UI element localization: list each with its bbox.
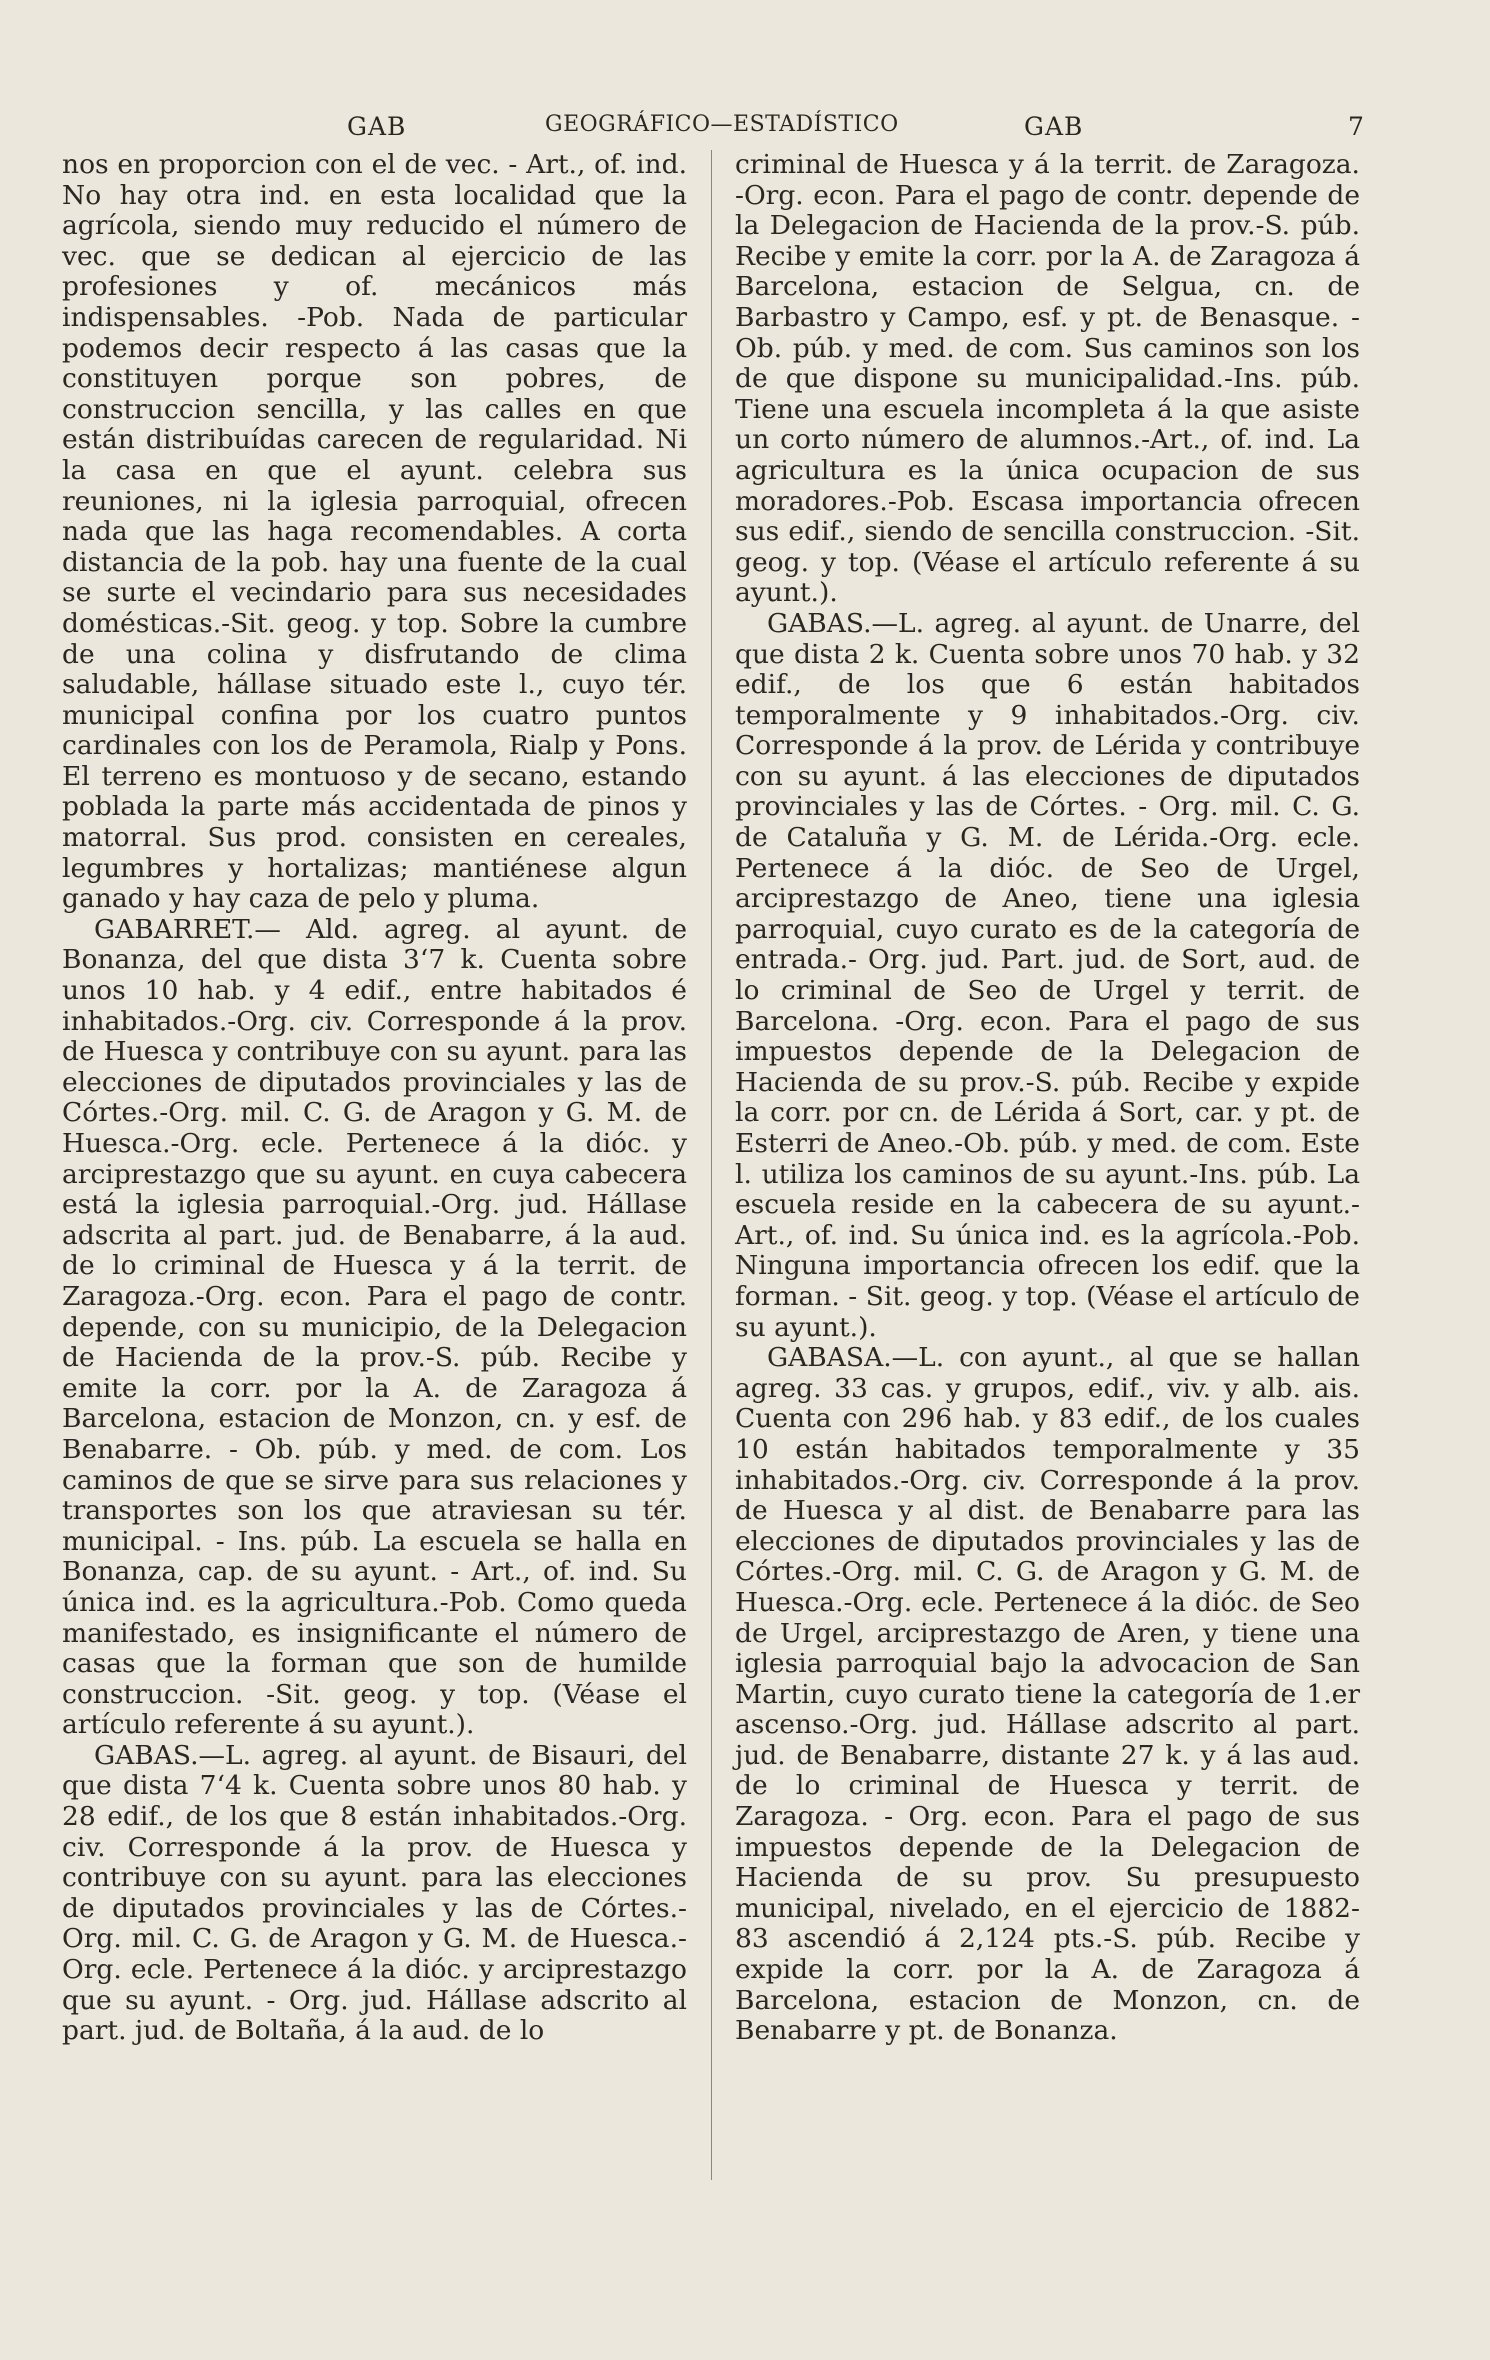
paragraph-continuation-right: criminal de Huesca y á la territ. de Zaragoza. -Org. econ. Para el pago de contr. depende de la Delegacion de Hacienda de la prov.-S. púb. Recibe y emite la corr. por la A. de Zaragoza á Barcelona, estacion de Selgua, cn. de Barbastro y Campo, esf. y pt. de Benasque. - Ob. púb. y med. de com. Sus caminos son los de que dispone su municipalidad.-Ins. púb. Tiene una escuela incompleta á la que asiste un corto número de alumnos.-Art., of. ind. La agricultura es la única ocupacion de sus moradores.-Pob. Escasa importancia ofrecen sus edif., siendo de sencilla construccion. -Sit. geog. y top. (Véase el artículo referente á su ayunt.). [735,149,1360,609]
entry-gabas-unarre: GABAS.—L. agreg. al ayunt. de Unarre, del que dista 2 k. Cuenta sobre unos 70 hab. y 32 edif., de los que 6 están habitados temporalmente y 9 inhabitados.-Org. civ. Corresponde á la prov. de Lérida y contribuye con su ayunt. á las elecciones de diputados provinciales y las de Córtes. - Org. mil. C. G. de Cataluña y G. M. de Lérida.-Org. ecle. Pertenece á la dióc. de Seo de Urgel, arciprestazgo de Aneo, tiene una iglesia parroquial, cuyo curato es de la categoría de entrada.- Org. jud. Part. jud. de Sort, aud. de lo criminal de Seo de Urgel y territ. de Barcelona. -Org. econ. Para el pago de sus impuestos depende de la Delegacion de Hacienda de su prov.-S. púb. Recibe y expide la corr. por cn. de Lérida á Sort, car. y pt. de Esterri de Aneo.-Ob. púb. y med. de com. Este l. utiliza los caminos de su ayunt.-Ins. púb. La escuela reside en la cabecera de su ayunt.-Art., of. ind. Su única ind. es la agrícola.-Pob. Ninguna importancia ofrecen los edif. que la forman. - Sit. geog. y top. (Véase el artículo de su ayunt.). [735,607,1360,1343]
column-divider [711,150,712,2180]
left-column [62,150,687,2047]
running-header [0,112,1490,152]
header-title: GEOGRÁFICO—ESTADÍSTICO [545,112,899,137]
entry-gabas-bisauri: GABAS.—L. agreg. al ayunt. de Bisauri, del que dista 7‘4 k. Cuenta sobre unos 80 hab. y 28 edif., de los que 8 están inhabitados.-Org. civ. Corresponde á la prov. de Huesca y contribuye con su ayunt. para las elecciones de diputados provinciales y las de Córtes.-Org. mil. C. G. de Aragon y G. M. de Huesca.-Org. ecle. Pertenece á la dióc. y arciprestazgo que su ayunt. - Org. jud. Hállase adscrito al part. jud. de Boltaña, á la aud. de lo [62,1739,687,2047]
entry-gabasa: GABASA.—L. con ayunt., al que se hallan agreg. 33 cas. y grupos, edif., viv. y alb. ais. Cuenta con 296 hab. y 83 edif., de los cuales 10 están habitados temporalmente y 35 inhabitados.-Org. civ. Corresponde á la prov. de Huesca y al dist. de Benabarre para las elecciones de diputados provinciales y las de Córtes.-Org. mil. C. G. de Aragon y G. M. de Huesca.-Org. ecle. Pertenece á la dióc. de Seo de Urgel, arciprestazgo de Aren, y tiene una iglesia parroquial bajo la advocacion de San Martin, cuyo curato tiene la categoría de 1.er ascenso.-Org. jud. Hállase adscrito al part. jud. de Benabarre, distante 27 k. y á las aud. de lo criminal de Huesca y territ. de Zaragoza. - Org. econ. Para el pago de sus impuestos depende de la Delegacion de Hacienda de su prov. Su presupuesto municipal, nivelado, en el ejercicio de 1882-83 ascendió á 2,124 pts.-S. púb. Recibe y expide la corr. por la A. de Zaragoza á Barcelona, estacion de Monzon, cn. de Benabarre y pt. de Bonanza. [735,1342,1360,2047]
header-left-word: GAB [347,112,407,141]
header-right-word: GAB [1024,112,1084,141]
right-column [735,150,1360,2047]
entry-gabarret: GABARRET.— Ald. agreg. al ayunt. de Bonanza, del que dista 3‘7 k. Cuenta sobre unos 10 hab. y 4 edif., entre habitados é inhabitados.-Org. civ. Corresponde á la prov. de Huesca y contribuye con su ayunt. para las elecciones de diputados provinciales y las de Córtes.-Org. mil. C. G. de Aragon y G. M. de Huesca.-Org. ecle. Pertenece á la dióc. y arciprestazgo que su ayunt. en cuya cabecera está la iglesia parroquial.-Org. jud. Hállase adscrita al part. jud. de Benabarre, á la aud. de lo criminal de Huesca y á la territ. de Zaragoza.-Org. econ. Para el pago de contr. depende, con su municipio, de la Delegacion de Hacienda de la prov.-S. púb. Recibe y emite la corr. por la A. de Zaragoza á Barcelona, estacion de Monzon, cn. y esf. de Benabarre. - Ob. púb. y med. de com. Los caminos de que se sirve para sus relaciones y transportes son los que atraviesan su tér. municipal. - Ins. púb. La escuela se halla en Bonanza, cap. de su ayunt. - Art., of. ind. Su única ind. es la agricultura.-Pob. Como queda manifestado, es insignificante el número de casas que la forman que son de humilde construccion. -Sit. geog. y top. (Véase el artículo referente á su ayunt.). [62,913,687,1741]
page-number: 7 [1348,112,1365,141]
paragraph-continuation: nos en proporcion con el de vec. - Art., of. ind. No hay otra ind. en esta localidad que la agrícola, siendo muy reducido el número de vec. que se dedican al ejercicio de las profesiones y of. mecánicos más indispensables. -Pob. Nada de particular podemos decir respecto á las casas que la constituyen porque son pobres, de construccion sencilla, y las calles en que están distribuídas carecen de regularidad. Ni la casa en que el ayunt. celebra sus reuniones, ni la iglesia parroquial, ofrecen nada que las haga recomendables. A corta distancia de la pob. hay una fuente de la cual se surte el vecindario para sus necesidades domésticas.-Sit. geog. y top. Sobre la cumbre de una colina y disfrutando de clima saludable, hállase situado este l., cuyo tér. municipal confina por los cuatro puntos cardinales con los de Peramola, Rialp y Pons. El terreno es montuoso y de secano, estando poblada la parte más accidentada de pinos y matorral. Sus prod. consisten en cereales, legumbres y hortalizas; mantiénese algun ganado y hay caza de pelo y pluma. [62,149,687,915]
